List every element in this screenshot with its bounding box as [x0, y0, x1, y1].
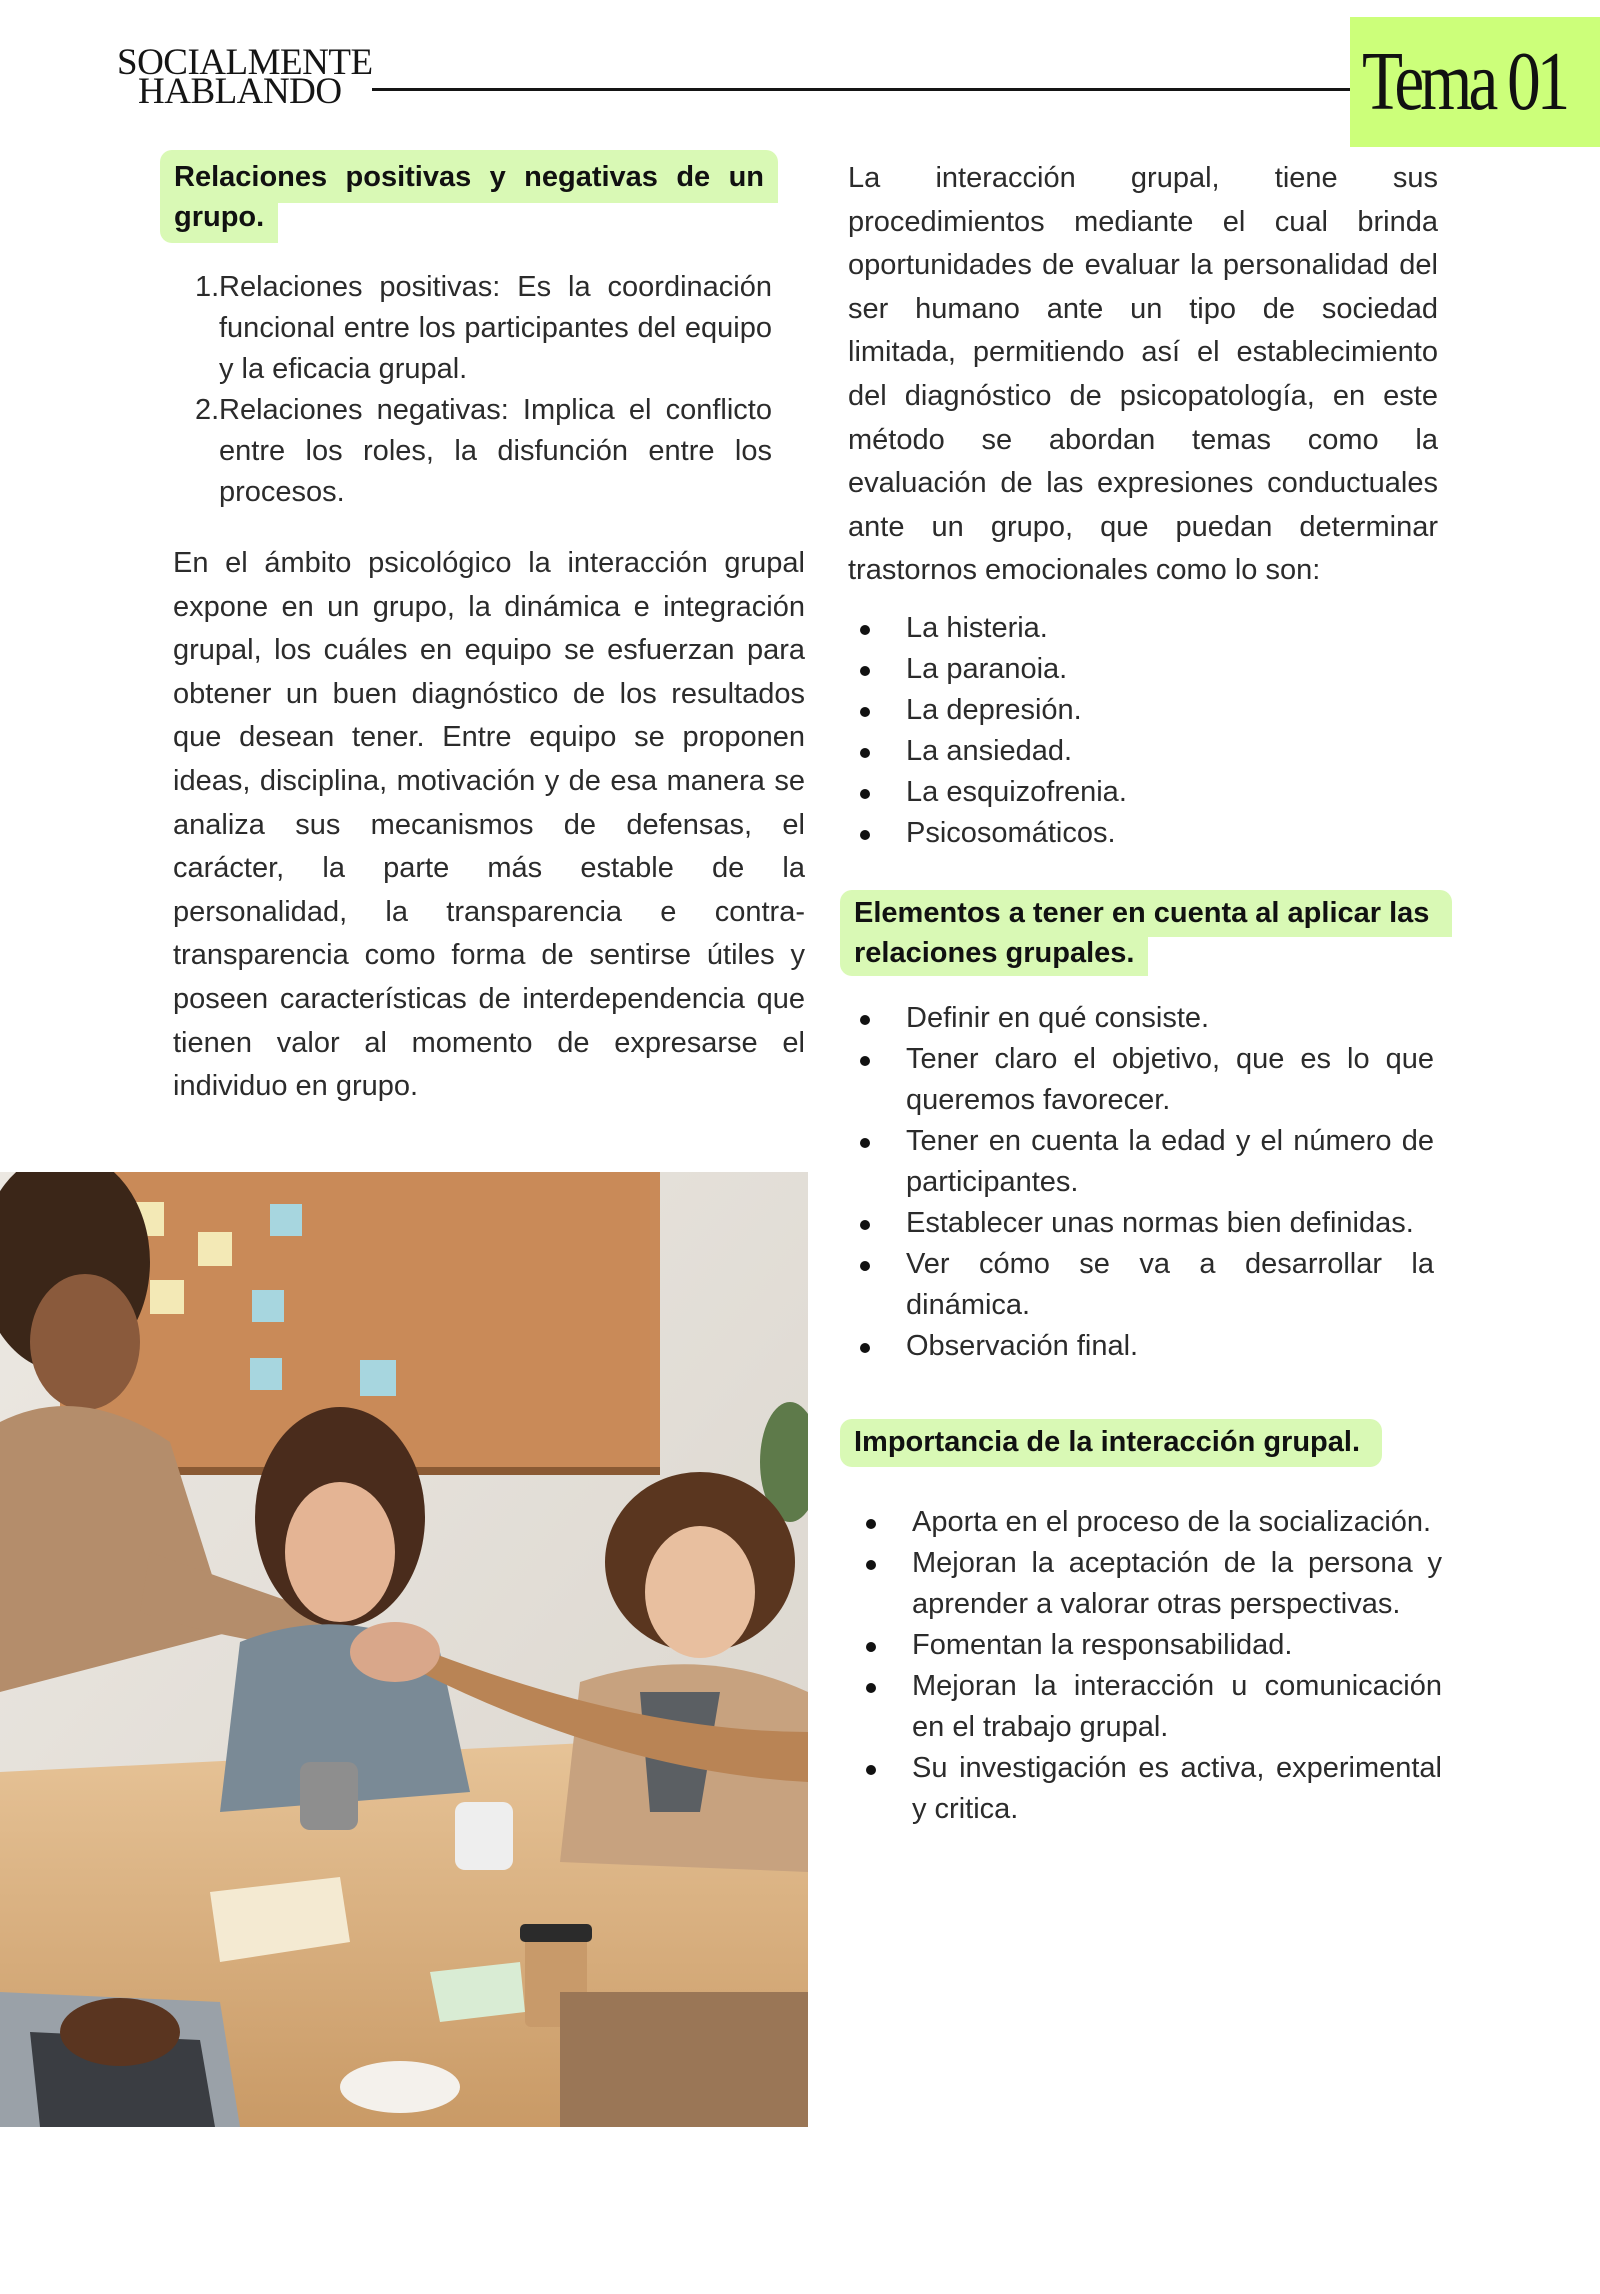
list-item: Tener en cuenta la edad y el número de participantes. — [856, 1121, 1434, 1203]
list-item: Tener claro el objetivo, que es lo que queremos favorecer. — [856, 1039, 1434, 1121]
heading-relations-line-1: Relaciones positivas y negativas de un — [174, 161, 764, 193]
list-item: Mejoran la aceptación de la persona y aprender a valorar otras perspectivas. — [862, 1543, 1442, 1625]
left-paragraph: En el ámbito psicológico la interacción grupal expone en un grupo, la dinámica e integración grupal, los cuáles en equipo se esfuerzan para obtener un buen diagnóstico de los resultados que desean tener. Entre equipo se proponen ideas, disciplina, motivación y de esa manera se analiza sus mecanismos de defensas, el carácter, la parte más estable de la personalidad, la transparencia e contra-transparencia como forma de sentirse útiles y poseen características de interdependencia que tienen valor al momento de expresarse el individuo en grupo. — [173, 547, 805, 1103]
list-item: La histeria. — [856, 608, 1436, 649]
brand-line-1: SOCIALMENTE — [117, 42, 373, 83]
list-item: Observación final. — [856, 1326, 1434, 1367]
heading-elements-line-2: relaciones grupales. — [854, 937, 1135, 969]
elements-list — [856, 998, 1434, 1367]
importance-list — [862, 1502, 1442, 1830]
heading-importance — [840, 1419, 1382, 1467]
numbered-item — [195, 390, 772, 513]
team-meeting-photo — [0, 1172, 808, 2127]
list-item: La ansiedad. — [856, 731, 1436, 772]
list-item: Psicosomáticos. — [856, 813, 1436, 854]
list-item: La esquizofrenia. — [856, 772, 1436, 813]
heading-elements-line-1: Elementos a tener en cuenta al aplicar las — [854, 897, 1430, 929]
heading-importance-line: Importancia de la interacción grupal. — [854, 1426, 1361, 1458]
header-rule — [372, 88, 1350, 91]
list-item: Su investigación es activa, experimental y critica. — [862, 1748, 1442, 1830]
list-item: Mejoran la interacción u comunicación en el trabajo grupal. — [862, 1666, 1442, 1748]
tema-label: Tema 01 — [1362, 35, 1567, 128]
heading-elements-tail-mask — [1148, 937, 1458, 987]
brand-line-2: HABLANDO — [138, 71, 342, 112]
list-item: Definir en qué consiste. — [856, 998, 1434, 1039]
numbered-item — [195, 267, 772, 390]
right-paragraph: La interacción grupal, tiene sus procedimientos mediante el cual brinda oportunidades de evaluar la personalidad del ser humano ante un tipo de sociedad limitada, permitiendo así el establecimiento del diagnóstico de psicopatología, en este método se abordan temas como la evaluación de las expresiones conductuales ante un grupo, que puedan determinar trastornos emocionales como lo son: — [848, 162, 1438, 587]
relations-numbered-list — [195, 267, 772, 513]
list-item: La depresión. — [856, 690, 1436, 731]
heading-relations-line-2: grupo. — [174, 201, 265, 233]
disorders-list — [856, 608, 1436, 854]
list-item: Ver cómo se va a desarrollar la dinámica. — [856, 1244, 1434, 1326]
list-item: Fomentan la responsabilidad. — [862, 1625, 1442, 1666]
numbered-item-number: 2. — [195, 394, 220, 426]
list-item: La paranoia. — [856, 649, 1436, 690]
numbered-item-text: Relaciones positivas: Es la coordinación funcional entre los participantes del equipo y la eficacia grupal. — [219, 271, 772, 385]
list-item: Establecer unas normas bien definidas. — [856, 1203, 1434, 1244]
tema-badge — [1350, 17, 1600, 147]
numbered-item-number: 1. — [195, 271, 220, 303]
list-item: Aporta en el proceso de la socialización. — [862, 1502, 1442, 1543]
numbered-item-text: Relaciones negativas: Implica el conflicto entre los roles, la disfunción entre los procesos. — [219, 394, 772, 508]
heading-relations-tail-mask — [278, 203, 788, 253]
brand-logo — [117, 42, 373, 112]
